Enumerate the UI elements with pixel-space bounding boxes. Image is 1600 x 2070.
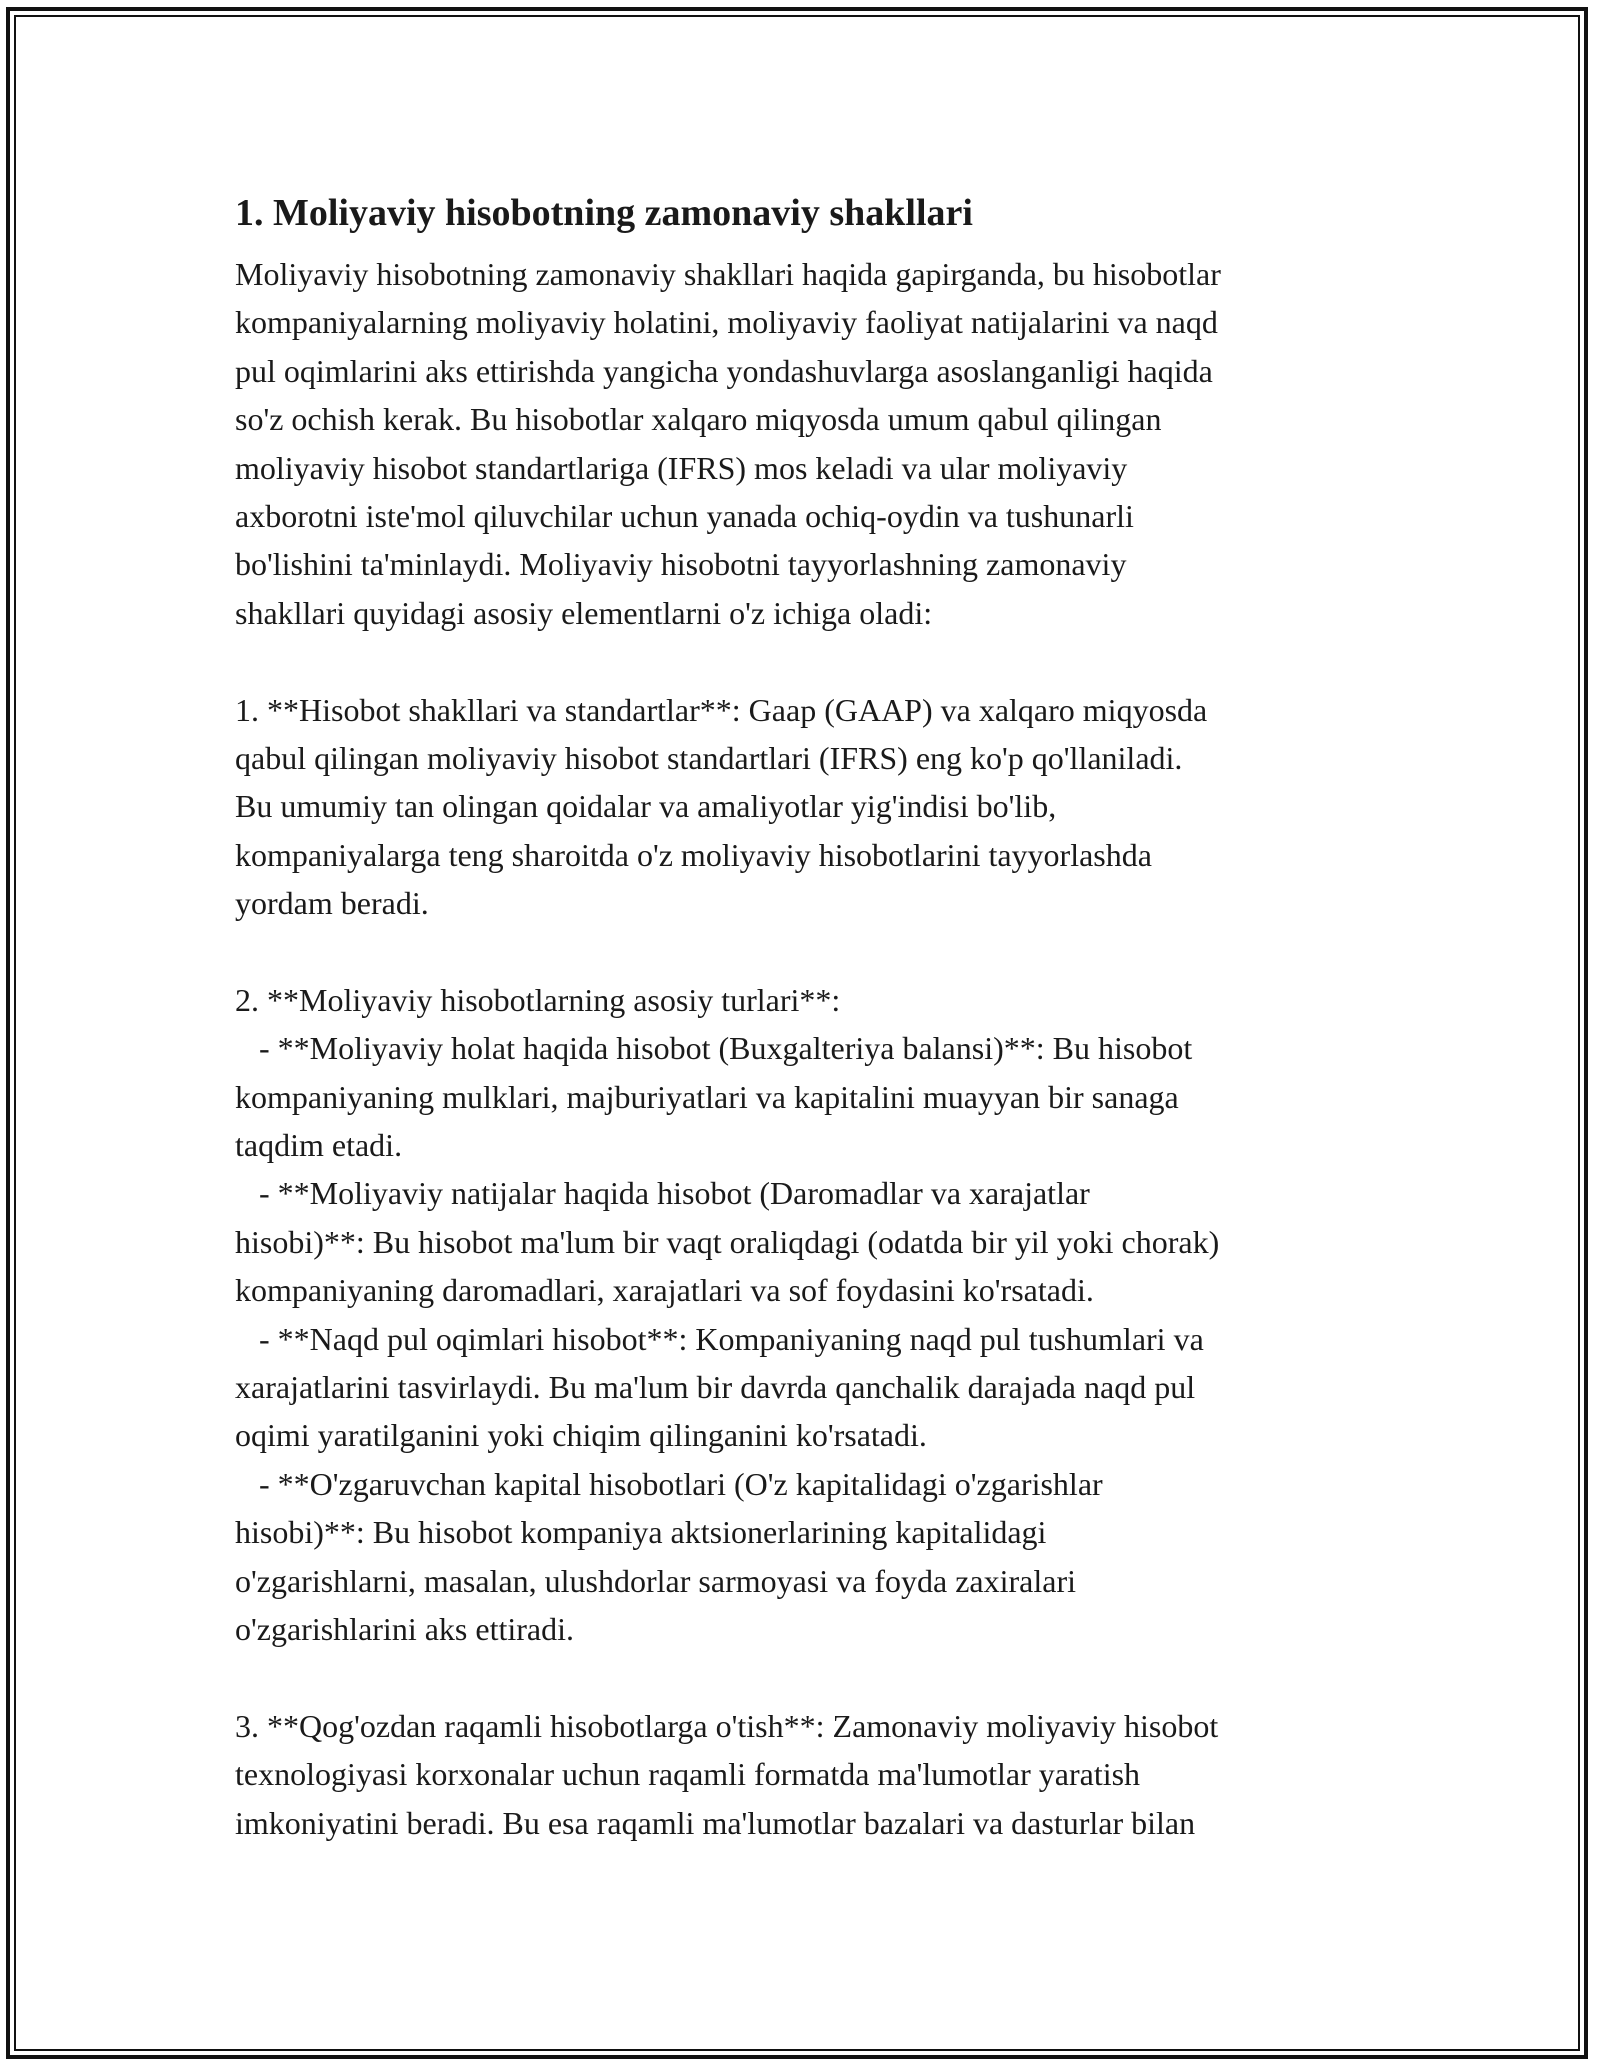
text-line: Bu umumiy tan olingan qoidalar va amaliyotlar yig'indisi bo'lib,: [235, 788, 1057, 825]
text-line: imkoniyatini beradi. Bu esa raqamli ma'lumotlar bazalari va dasturlar bilan: [235, 1804, 1196, 1841]
text-line: o'zgarishlarni, masalan, ulushdorlar sarmoyasi va foyda zaxiralari: [235, 1562, 1077, 1599]
text-line: moliyaviy hisobot standartlariga (IFRS) mos keladi va ular moliyaviy: [235, 449, 1128, 486]
text-line: 1. **Hisobot shakllari va standartlar**: Gaap (GAAP) va xalqaro miqyosda: [235, 691, 1208, 728]
text-line: yordam beradi.: [235, 885, 429, 922]
text-line: oqimi yaratilganini yoki chiqim qilinganini ko'rsatadi.: [235, 1417, 927, 1454]
text-line: - **Moliyaviy holat haqida hisobot (Buxgalteriya balansi)**: Bu hisobot: [235, 1030, 1193, 1067]
document-body: [235, 250, 1415, 1847]
blank-line: [235, 637, 1415, 685]
text-line: 2. **Moliyaviy hisobotlarning asosiy turlari**:: [235, 981, 841, 1018]
text-line: - **Naqd pul oqimlari hisobot**: Kompaniyaning naqd pul tushumlari va: [235, 1320, 1204, 1357]
text-line: - **O'zgaruvchan kapital hisobotlari (O'z kapitalidagi o'zgarishlar: [235, 1465, 1103, 1502]
blank-line: [235, 927, 1415, 975]
text-line: kompaniyalarga teng sharoitda o'z moliyaviy hisobotlarini tayyorlashda: [235, 836, 1152, 873]
text-line: taqdim etadi.: [235, 1127, 403, 1164]
section-heading: 1. Moliyaviy hisobotning zamonaviy shakllari: [235, 192, 973, 234]
text-line: hisobi)**: Bu hisobot kompaniya aktsionerlarining kapitalidagi: [235, 1514, 1047, 1551]
text-line: xarajatlarini tasvirlaydi. Bu ma'lum bir davrda qanchalik darajada naqd pul: [235, 1368, 1196, 1405]
text-line: bo'lishini ta'minlaydi. Moliyaviy hisobotni tayyorlashning zamonaviy: [235, 546, 1127, 583]
text-line: kompaniyalarning moliyaviy holatini, moliyaviy faoliyat natijalarini va naqd: [235, 304, 1218, 341]
text-line: - **Moliyaviy natijalar haqida hisobot (Daromadlar va xarajatlar: [235, 1175, 1090, 1212]
text-line: Moliyaviy hisobotning zamonaviy shakllari haqida gapirganda, bu hisobotlar: [235, 256, 1221, 292]
text-line: so'z ochish kerak. Bu hisobotlar xalqaro miqyosda umum qabul qilingan: [235, 401, 1162, 438]
text-line: qabul qilingan moliyaviy hisobot standartlari (IFRS) eng ko'p qo'llaniladi.: [235, 739, 1183, 776]
text-line: shakllari quyidagi asosiy elementlarni o'z ichiga oladi:: [235, 594, 933, 631]
text-line: kompaniyaning mulklari, majburiyatlari va kapitalini muayyan bir sanaga: [235, 1078, 1179, 1115]
text-line: hisobi)**: Bu hisobot ma'lum bir vaqt oraliqdagi (odatda bir yil yoki chorak): [235, 1223, 1220, 1260]
text-line: 3. **Qog'ozdan raqamli hisobotlarga o'tish**: Zamonaviy moliyaviy hisobot: [235, 1707, 1219, 1744]
text-line: pul oqimlarini aks ettirishda yangicha yondashuvlarga asoslanganligi haqida: [235, 352, 1213, 389]
blank-line: [235, 1653, 1415, 1701]
document-page: [235, 186, 1415, 1847]
text-line: kompaniyaning daromadlari, xarajatlari va sof foydasini ko'rsatadi.: [235, 1272, 1094, 1309]
text-line: o'zgarishlarini aks ettiradi.: [235, 1610, 574, 1647]
text-line: axborotni iste'mol qiluvchilar uchun yanada ochiq-oydin va tushunarli: [235, 497, 1134, 534]
text-line: texnologiyasi korxonalar uchun raqamli formatda ma'lumotlar yaratish: [235, 1756, 1141, 1793]
